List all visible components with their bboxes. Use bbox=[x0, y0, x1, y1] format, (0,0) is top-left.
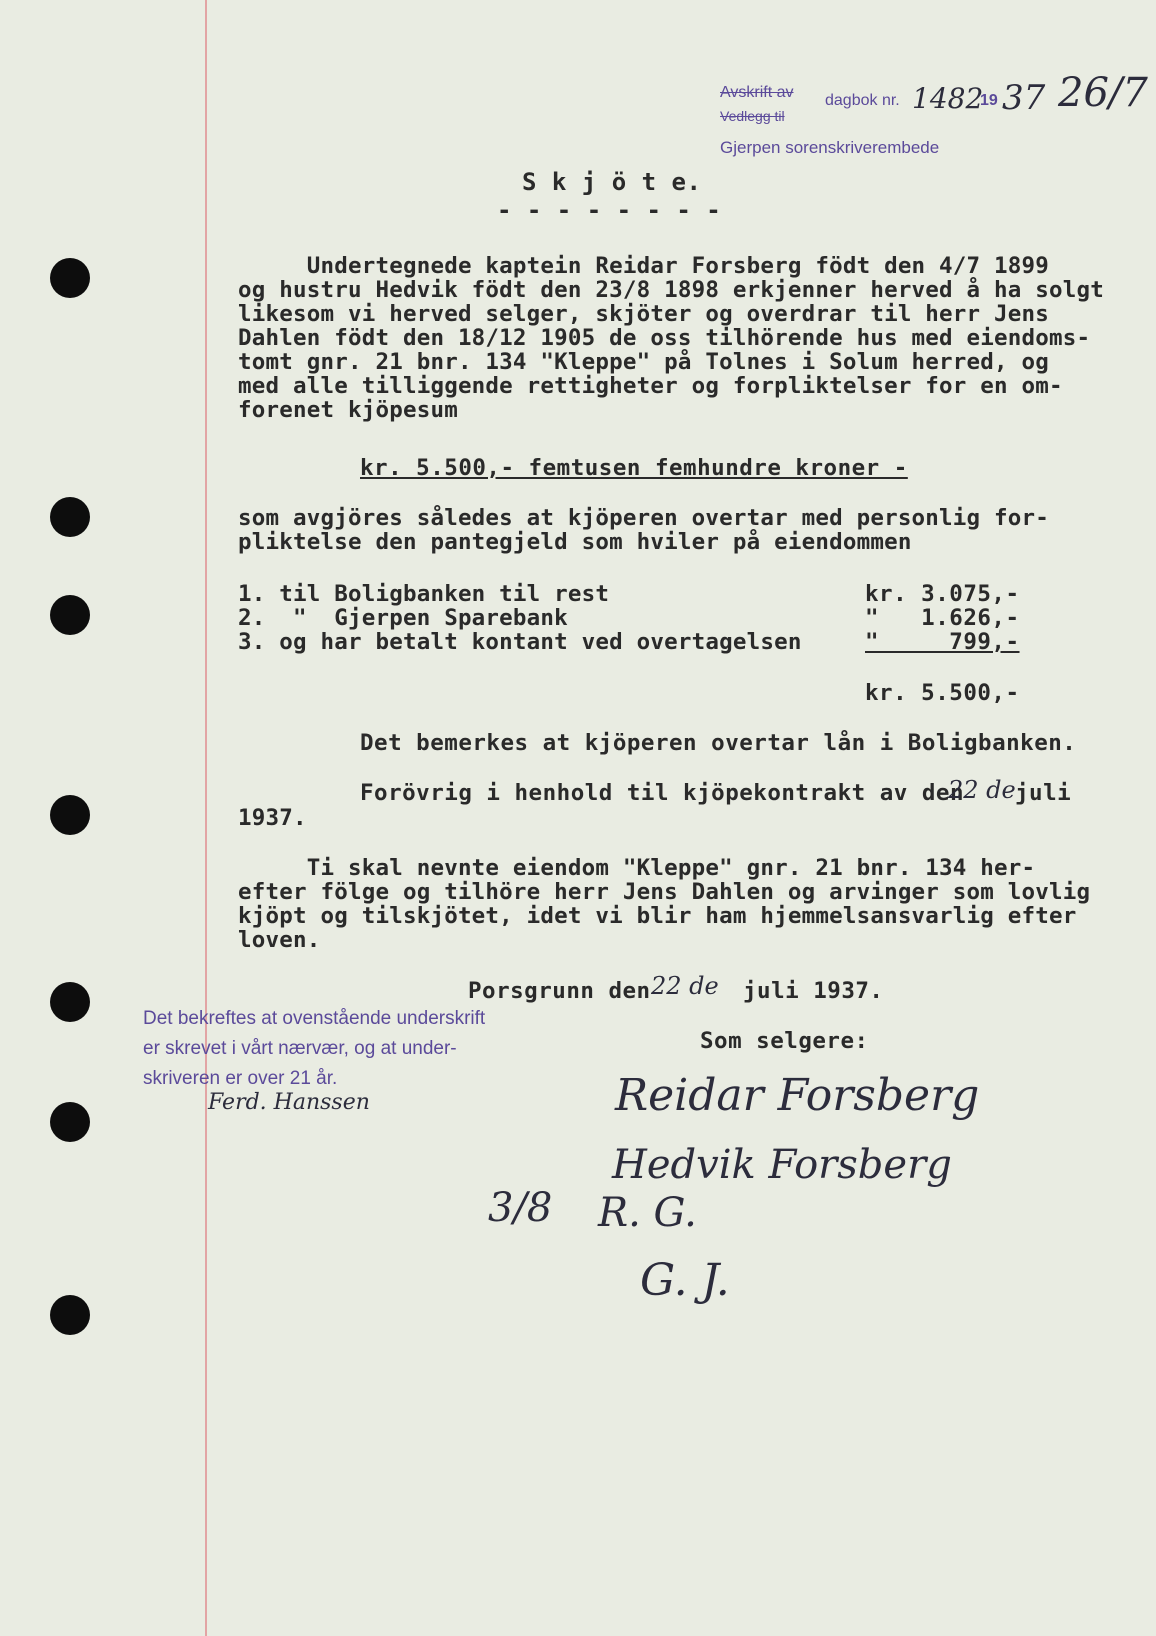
punch-hole bbox=[50, 795, 90, 835]
seller2-signature: Hedvik Forsberg bbox=[612, 1142, 952, 1188]
clerk-initials: 3/8 bbox=[488, 1185, 553, 1231]
punch-hole bbox=[50, 1102, 90, 1142]
contract-line-post: juli bbox=[1015, 780, 1072, 806]
note-line: Det bemerkes at kjöperen overtar lån i Boligbanken. bbox=[360, 730, 1077, 756]
paragraph1-line: Dahlen födt den 18/12 1905 de oss tilhörende hus med eiendoms- bbox=[238, 325, 1091, 351]
title-rule: - - - - - - - - bbox=[497, 196, 722, 224]
paragraph2-line: pliktelse den pantegjeld som hviler på eiendommen bbox=[238, 529, 912, 555]
paragraph1-line: og hustru Hedvik födt den 23/8 1898 erkjenner herved å ha solgt bbox=[238, 277, 1105, 303]
place-date-pre: Porsgrunn den bbox=[468, 978, 651, 1004]
stamp-year-suffix: 37 bbox=[1002, 78, 1046, 118]
paragraph3-line: kjöpt og tilskjötet, idet vi blir ham hjemmelsansvarlig efter bbox=[238, 903, 1077, 929]
stamp-dagbok-label: dagbok nr. bbox=[825, 92, 900, 109]
paragraph1-line: med alle tilliggende rettigheter og forpliktelser for en om- bbox=[238, 373, 1063, 399]
payment-total: kr. 5.500,- bbox=[865, 680, 1020, 706]
page-title: S k j ö t e. bbox=[522, 168, 702, 196]
paragraph1-line: likesom vi herved selger, skjöter og overdrar til herr Jens bbox=[238, 301, 1050, 327]
witness-stamp-line: skriveren er over 21 år. bbox=[143, 1068, 338, 1089]
place-date-post: juli 1937. bbox=[743, 978, 884, 1004]
payment-item-label: 1. til Boligbanken til rest bbox=[238, 581, 610, 607]
payment-item-amount: " 799,- bbox=[865, 629, 1020, 655]
paragraph3-line: Ti skal nevnte eiendom "Kleppe" gnr. 21 bnr. 134 her- bbox=[238, 855, 1036, 881]
punch-hole bbox=[50, 595, 90, 635]
paragraph3-line: loven. bbox=[238, 927, 321, 953]
contract-day: 22 de bbox=[948, 776, 1016, 804]
paragraph3-line: efter fölge og tilhöre herr Jens Dahlen og arvinger som lovlig bbox=[238, 879, 1091, 905]
paragraph1-line: tomt gnr. 21 bnr. 134 "Kleppe" på Tolnes i Solum herred, og bbox=[238, 349, 1050, 375]
punch-hole bbox=[50, 982, 90, 1022]
payment-item-amount: kr. 3.075,- bbox=[865, 581, 1020, 607]
punch-hole bbox=[50, 258, 90, 298]
stamp-dagbok-number: 1482 bbox=[912, 82, 984, 115]
red-margin-line bbox=[205, 0, 207, 1636]
stamp-line2-struck: Vedlegg til bbox=[720, 108, 785, 124]
contract-line2: 1937. bbox=[238, 805, 307, 831]
clerk-initials: G. J. bbox=[640, 1255, 730, 1306]
witness-stamp-line: er skrevet i vårt nærvær, og at under- bbox=[143, 1038, 457, 1059]
payment-item-label: 2. " Gjerpen Sparebank bbox=[238, 605, 568, 631]
payment-item-label: 3. og har betalt kontant ved overtagelsen bbox=[238, 629, 802, 655]
stamp-year-prefix: 19 bbox=[980, 92, 998, 109]
price-line: kr. 5.500,- femtusen femhundre kroner - bbox=[360, 455, 908, 481]
punch-hole bbox=[50, 1295, 90, 1335]
stamp-date-note: 26/7 bbox=[1058, 70, 1148, 116]
stamp-line1-struck: Avskrift av bbox=[720, 84, 794, 101]
payment-item-amount: " 1.626,- bbox=[865, 605, 1020, 631]
contract-line-pre: Forövrig i henhold til kjöpekontrakt av den bbox=[360, 780, 964, 806]
witness-stamp-line: Det bekreftes at ovenstående underskrift bbox=[143, 1008, 486, 1029]
witness-signature: Ferd. Hanssen bbox=[208, 1090, 370, 1115]
place-date-day: 22 de bbox=[651, 972, 719, 1000]
paragraph1-line: Undertegnede kaptein Reidar Forsberg födt den 4/7 1899 bbox=[238, 253, 1050, 279]
clerk-initials: R. G. bbox=[598, 1190, 697, 1236]
punch-hole bbox=[50, 497, 90, 537]
paragraph1-line: forenet kjöpesum bbox=[238, 397, 458, 423]
sellers-label: Som selgere: bbox=[700, 1028, 869, 1054]
stamp-office: Gjerpen sorenskriverembede bbox=[720, 138, 940, 157]
seller1-signature: Reidar Forsberg bbox=[615, 1070, 980, 1121]
paragraph2-line: som avgjöres således at kjöperen overtar med personlig for- bbox=[238, 505, 1050, 531]
